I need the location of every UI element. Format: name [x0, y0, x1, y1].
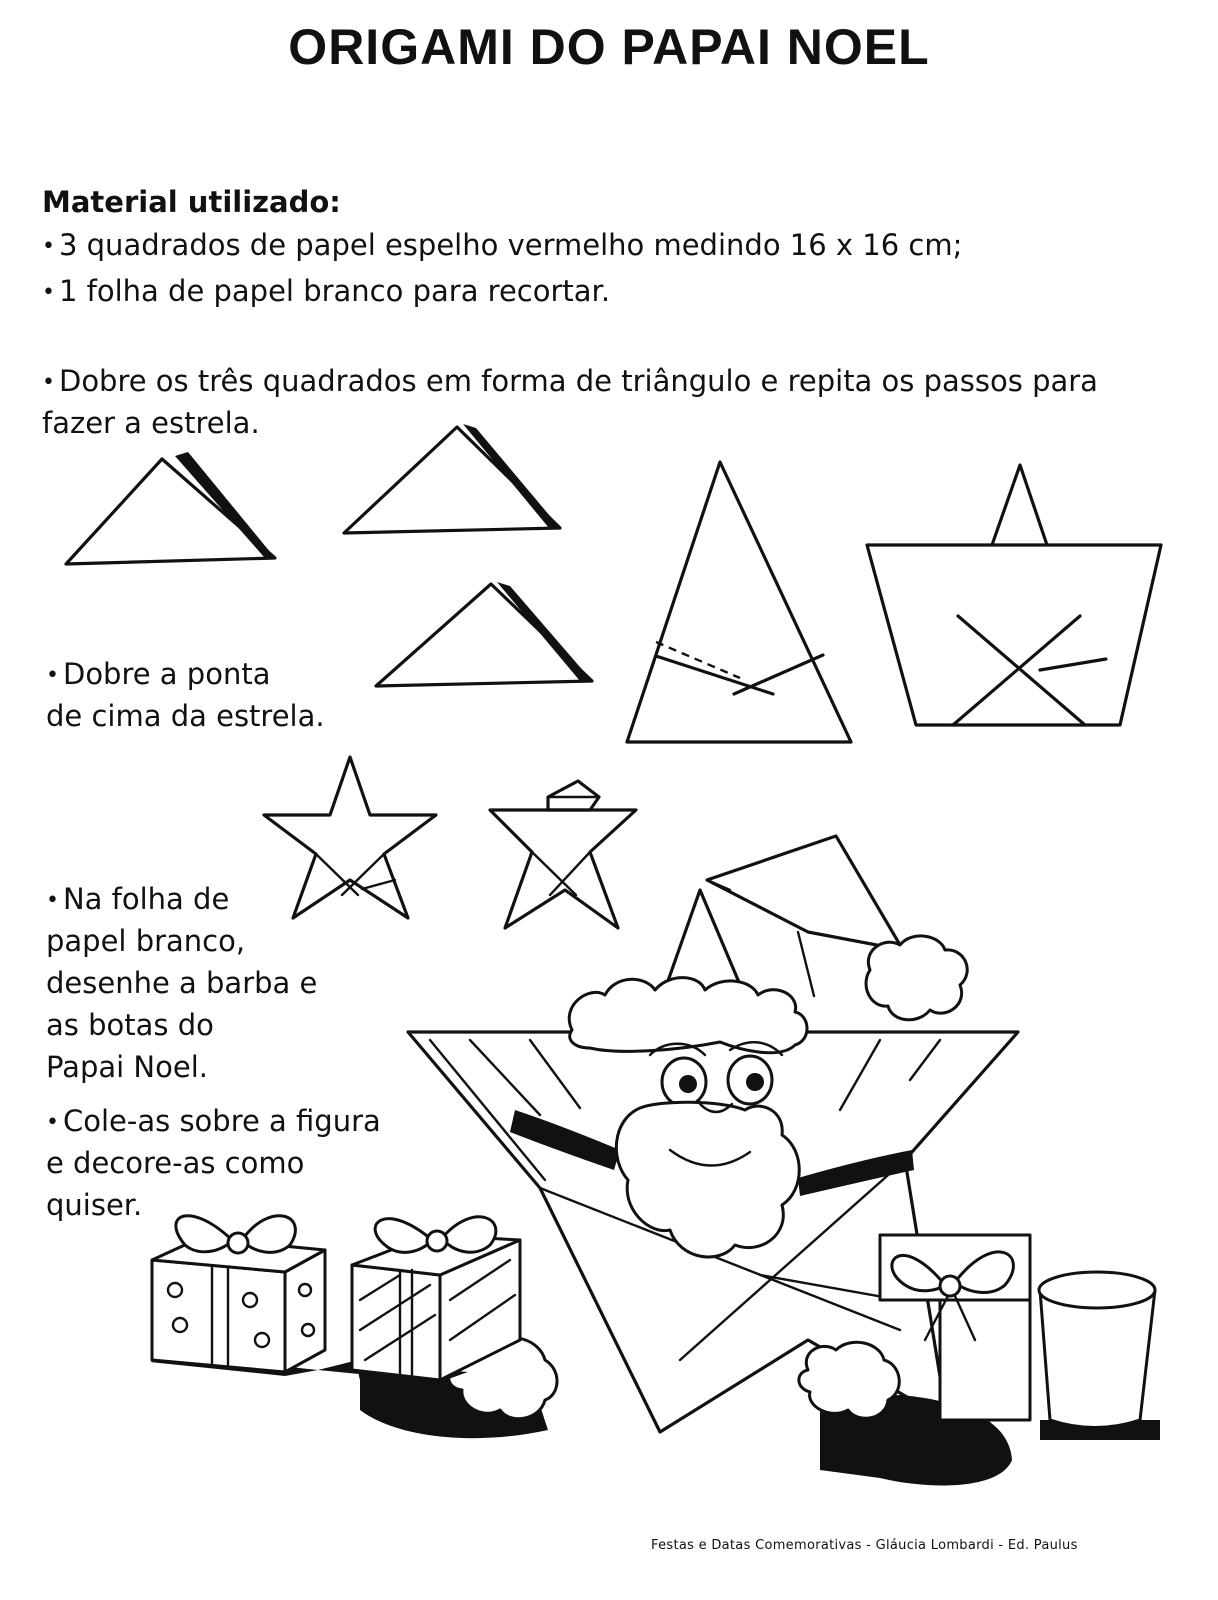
small-star: [264, 757, 436, 918]
small-star-folded-tip: [490, 781, 636, 928]
bullet: •: [46, 888, 59, 914]
bullet: •: [46, 663, 59, 689]
bullet: •: [42, 280, 55, 306]
folded-triangle-2: [344, 424, 560, 533]
gift-right: [880, 1235, 1030, 1420]
material-heading: Material utilizado:: [42, 185, 341, 219]
star-point-step: [627, 462, 851, 742]
page-title: ORIGAMI DO PAPAI NOEL: [288, 19, 930, 75]
bullet: •: [46, 1110, 59, 1136]
bullet: •: [42, 234, 55, 260]
folded-triangle-3: [376, 582, 592, 686]
credit-line: Festas e Datas Comemorativas - Gláucia Lombardi - Ed. Paulus: [651, 1538, 1078, 1553]
assembled-star: [867, 465, 1161, 725]
step-fold-triangles: • Dobre os três quadrados em forma de triângulo e repita os passos para fazer a estrela.: [42, 364, 1098, 441]
mug: [1039, 1272, 1160, 1440]
step-fold-tip: • Dobre a ponta de cima da estrela.: [46, 657, 325, 734]
step-white-sheet: • Na folha de papel branco, desenhe a barba e as botas do Papai Noel.: [46, 882, 318, 1085]
material-item: • 3 quadrados de papel espelho vermelho medindo 16 x 16 cm;: [42, 228, 963, 262]
step-glue: • Cole-as sobre a figura e decore-as como quiser.: [46, 1104, 381, 1223]
gift-left-dots: [150, 1216, 325, 1376]
bullet: •: [42, 370, 55, 396]
folded-triangle-1: [66, 452, 275, 564]
material-item: • 1 folha de papel branco para recortar.: [42, 274, 611, 308]
santa-star: [359, 836, 1018, 1485]
